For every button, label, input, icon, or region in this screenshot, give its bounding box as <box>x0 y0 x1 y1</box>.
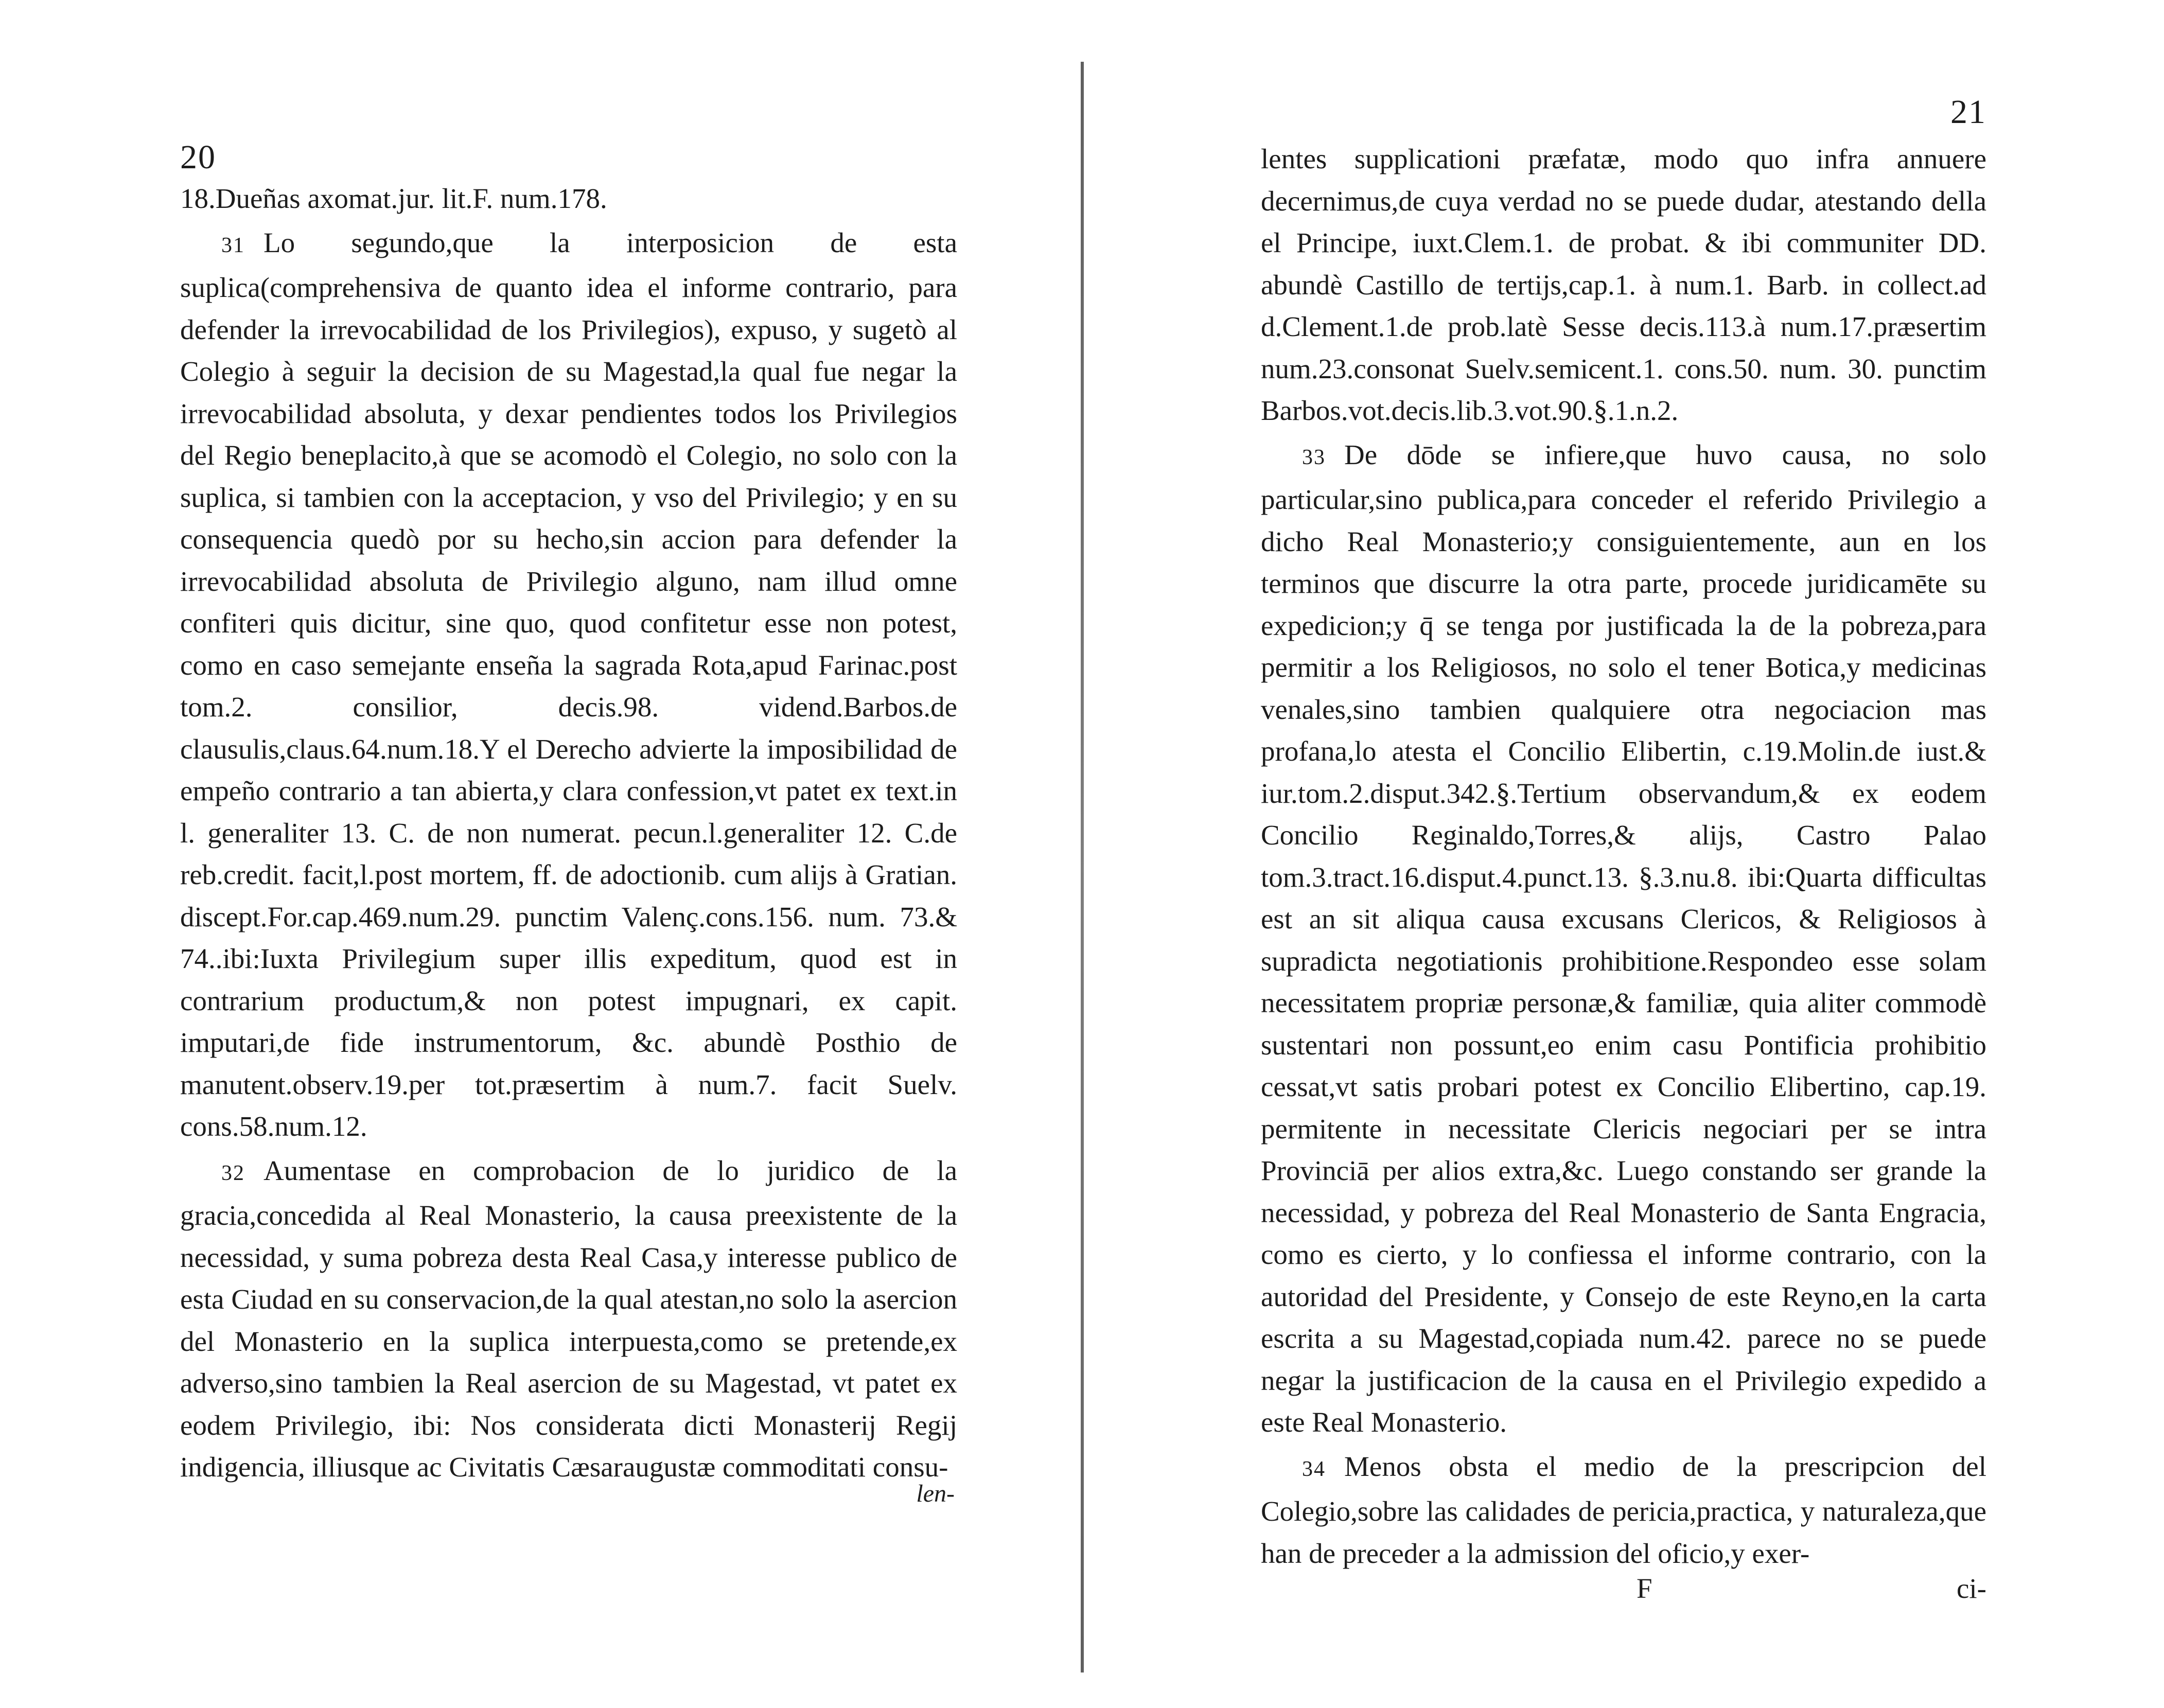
page-text <box>180 178 957 1490</box>
continued-text: lentes supplicationi præfatæ, modo quo infra annuere decernimus,de cuya verdad no se puede dudar, atestando della el Principe, iuxt.Clem.1. de probat. & ibi communiter DD. abundè Castillo de tertijs,cap.1. à num.1. Barb. in collect.ad d.Clement.1.de prob.latè Sesse decis.113.à num.17.præsertim num.23.consonat Suelv.semicent.1. cons.50. num. 30. punctim Barbos.vot.decis.lib.3.vot.90.§.1.n.2. <box>1261 143 1986 426</box>
paragraph-text: Menos obsta el medio de la prescripcion del Colegio,sobre las calidades de pericia,practica, y naturaleza,que han de preceder a la admission del oficio,y exer- <box>1261 1450 1986 1569</box>
page-number: 21 <box>1950 93 1986 131</box>
top-line: 18.Dueñas axomat.jur. lit.F. num.178. <box>180 183 607 214</box>
page-number: 20 <box>180 138 216 176</box>
paragraph <box>180 1150 957 1488</box>
paragraph-text: Aumentase en comprobacion de lo juridico de la gracia,concedida al Real Monasterio, la causa preexistente de la necessidad, y suma pobreza desta Real Casa,y interesse publico de esta Ciudad en su conservacion,de la qual atestan,no solo la asercion del Monasterio en la suplica interpuesta,como se pretende,ex adverso,sino tambien la Real asercion de su Magestad, vt patet ex eodem Privilegio, ibi: Nos considerata dicti Monasterij Regij indigencia, illiusque ac Civitatis Cæsaraugustæ commoditati consu- <box>180 1154 957 1483</box>
paragraph-number: 33 <box>1302 445 1326 469</box>
paragraph <box>1261 434 1986 1443</box>
book-gutter <box>1081 62 1084 1672</box>
paragraph <box>180 222 957 1148</box>
paragraph-number: 32 <box>221 1161 245 1185</box>
signature-mark: F <box>1637 1573 1652 1604</box>
page-text <box>1261 138 1986 1576</box>
paragraph-number: 34 <box>1302 1457 1326 1481</box>
paragraph-text: De dōde se infiere,que huvo causa, no solo particular,sino publica,para conceder el referido Privilegio a dicho Real Monasterio;y consiguientemente, aun en los terminos que discurre la otra parte, procede juridicamēte su expedicion;y q̄ se tenga por justificada la de la pobreza,para permitir a los Religiosos, no solo el tener Botica,y medicinas venales,sino tambien qualquiere otra negociacion mas profana,lo atesta el Concilio Elibertin, c.19.Molin.de iust.& iur.tom.2.disput.342.§.Tertium observandum,& ex eodem Concilio Reginaldo,Torres,& alijs, Castro Palao tom.3.tract.16.disput.4.punct.13. §.3.nu.8. ibi:Quarta difficultas est an sit aliqua causa excusans Clericos, & Religiosos à supradicta negotiationis prohibitione.Respondeo esse solam necessitatem propriæ personæ,& familiæ, quia aliter commodè sustentari non possunt,eo enim casu Pontificia prohibitio cessat,vt satis probari potest ex Concilio Elibertino, cap.19. permitente in necessitate Clericis negociari per se intra Provinciā per alios extra,&c. Luego constando ser grande la necessidad, y pobreza del Real Monasterio de Santa Engracia, como es cierto, y lo confiessa el informe contrario, con la autoridad del Presidente, y Consejo de este Reyno,en la carta escrita a su Magestad,copiada num.42. parece no se puede negar la justificacion de la causa en el Privilegio expedido a este Real Monasterio. <box>1261 438 1986 1438</box>
paragraph-text: Lo segundo,que la interposicion de esta suplica(comprehensiva de quanto idea el informe contrario, para defender la irrevocabilidad de los Privilegios), expuso, y sugetò al Colegio à seguir la decision de su Magestad,la qual fue negar la irrevocabilidad absoluta, y dexar pendientes todos los Privilegios del Regio beneplacito,à que se acomodò el Colegio, no solo con la suplica, si tambien con la acceptacion, y vso del Privilegio; y en su consequencia quedò por su hecho,sin accion para defender la irrevocabilidad absoluta de Privilegio alguno, nam illud omne confiteri quis dicitur, sine quo, quod confitetur esse non potest, como en caso semejante enseña la sagrada Rota,apud Farinac.post tom.2. consilior, decis.98. vidend.Barbos.de clausulis,claus.64.num.18.Y el Derecho advierte la imposibilidad de empeño contrario a tan abierta,y clara confession,vt patet ex text.in l. generaliter 13. C. de non numerat. pecun.l.generaliter 12. C.de reb.credit. facit,l.post mortem, ff. de adoctionib. cum alijs à Gratian. discept.For.cap.469.num.29. punctim Valenç.cons.156. num. 73.& 74..ibi:Iuxta Privilegium super illis expeditum, quod est in contrarium productum,& non potest impugnari, ex capit. imputari,de fide instrumentorum, &c. abundè Posthio de manutent.observ.19.per tot.præsertim à num.7. facit Suelv. cons.58.num.12. <box>180 226 957 1142</box>
catchword: len- <box>916 1480 955 1507</box>
paragraph <box>1261 1446 1986 1575</box>
right-page <box>1256 0 2017 1708</box>
catchword: ci- <box>1956 1573 1986 1604</box>
paragraph-number: 31 <box>221 233 245 257</box>
left-page <box>165 0 973 1708</box>
